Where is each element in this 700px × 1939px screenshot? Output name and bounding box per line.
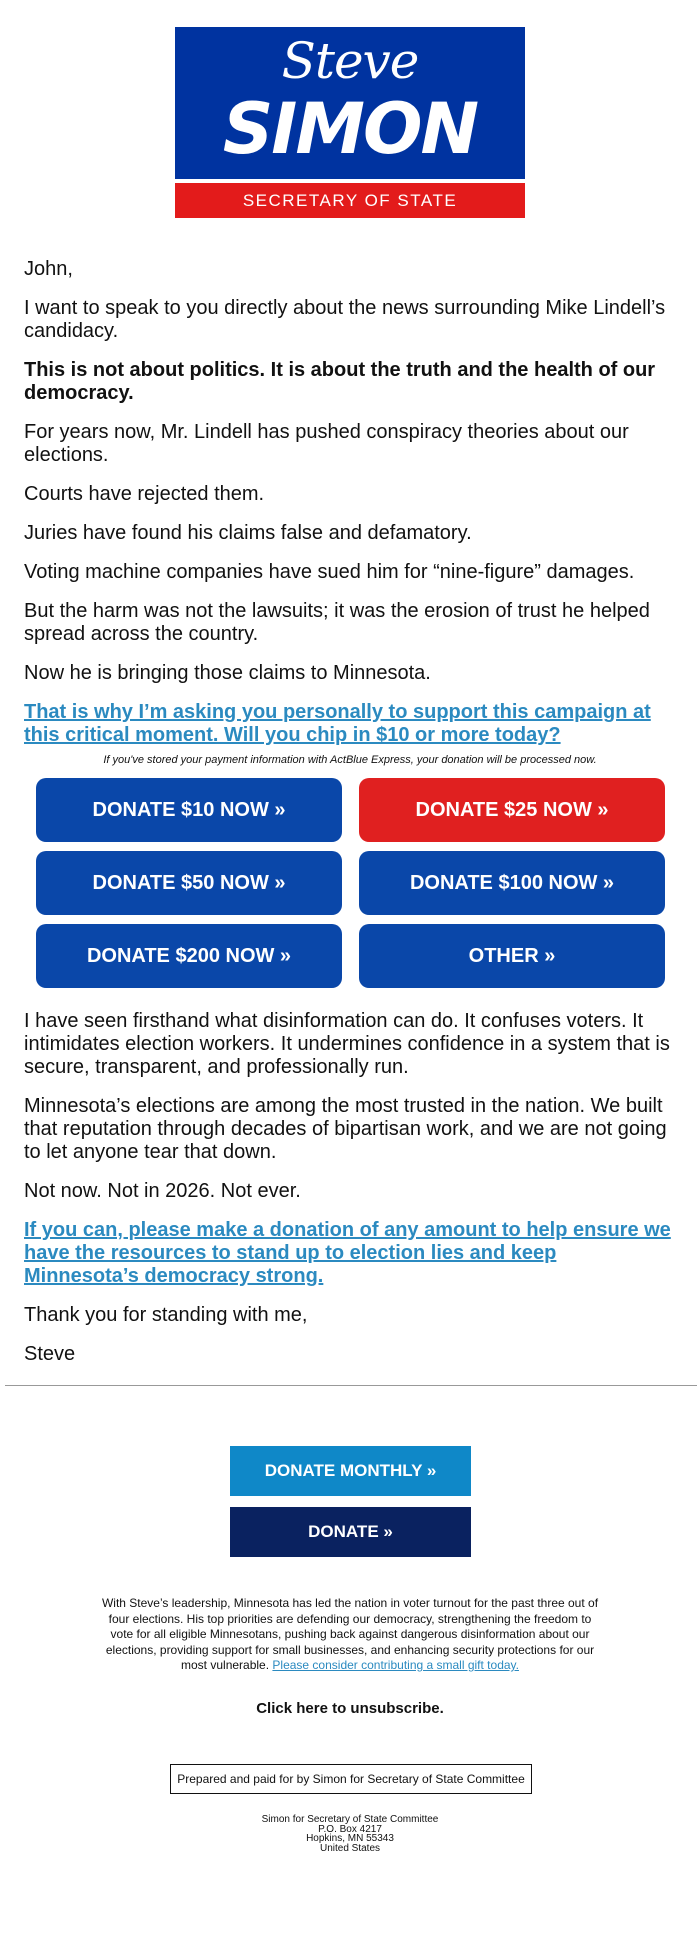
closing: Thank you for standing with me, xyxy=(24,1304,308,1326)
paragraph: Not now. Not in 2026. Not ever. xyxy=(24,1180,301,1202)
donate-other-button[interactable]: OTHER » xyxy=(359,924,665,988)
donate-100-button[interactable]: DONATE $100 NOW » xyxy=(359,851,665,915)
donate-25-button[interactable]: DONATE $25 NOW » xyxy=(359,778,665,842)
logo-last-name: SIMON xyxy=(222,88,478,170)
paid-for-disclaimer: Prepared and paid for by Simon for Secretary of State Committee xyxy=(170,1764,532,1794)
address-line: Simon for Secretary of State Committee xyxy=(261,1814,439,1825)
donate-any-amount-link[interactable]: If you can, please make a donation of any amount to help ensure we have the resources to stand up to election lies and keep Minnesota’s democracy strong. xyxy=(24,1219,671,1287)
address-line: United States xyxy=(319,1842,381,1854)
donate-50-button[interactable]: DONATE $50 NOW » xyxy=(36,851,342,915)
campaign-logo xyxy=(175,27,525,218)
logo-tagline: SECRETARY OF STATE xyxy=(175,183,525,218)
donate-10-button[interactable]: DONATE $10 NOW » xyxy=(36,778,342,842)
paragraph: Minnesota’s elections are among the most trusted in the nation. We built that reputation through decades of bipartisan work, and we are not going to let anyone tear that down. xyxy=(24,1095,667,1163)
address-line: P.O. Box 4217 xyxy=(318,1823,382,1835)
donate-200-button[interactable]: DONATE $200 NOW » xyxy=(36,924,342,988)
divider xyxy=(5,1385,697,1386)
donate-button-grid xyxy=(36,778,676,988)
actblue-express-note: If you've stored your payment information with ActBlue Express, your donation will be processed now. xyxy=(103,754,597,766)
small-gift-link[interactable]: Please consider contributing a small gift today. xyxy=(272,1658,519,1672)
paragraph: Courts have rejected them. xyxy=(24,483,265,505)
donate-button[interactable]: DONATE » xyxy=(230,1507,471,1557)
paragraph: Now he is bringing those claims to Minnesota. xyxy=(24,662,431,684)
footer-about-text: With Steve’s leadership, Minnesota has led the nation in voter turnout for the past three out of four elections. His top priorities are defending our democracy, strengthening the freedom to vote for all eligible Minnesotans, pushing back against dangerous disinformation about our elections, providing support for small businesses, and enhancing security protections for our most vulnerable. xyxy=(101,1596,599,1672)
paragraph: I have seen firsthand what disinformation can do. It confuses voters. It intimidates election workers. It undermines confidence in a system that is secure, transparent, and professionally run. xyxy=(24,1010,670,1078)
address-line: Hopkins, MN 55343 xyxy=(306,1833,394,1844)
paragraph: But the harm was not the lawsuits; it was the erosion of trust he helped spread across the country. xyxy=(24,600,650,645)
greeting: John, xyxy=(24,258,73,280)
bold-paragraph: This is not about politics. It is about the truth and the health of our democracy. xyxy=(24,359,656,404)
letter-body xyxy=(24,258,676,1382)
logo-name-panel xyxy=(175,27,525,179)
donate-ask-link[interactable]: That is why I’m asking you personally to support this campaign at this critical moment. Will you chip in $10 or more today? xyxy=(24,701,651,746)
paragraph: Juries have found his claims false and defamatory. xyxy=(24,522,472,544)
mailing-address xyxy=(0,1815,700,1853)
signature: Steve xyxy=(24,1343,76,1365)
logo-first-name: Steve xyxy=(281,32,419,90)
paragraph: I want to speak to you directly about the news surrounding Mike Lindell’s candidacy. xyxy=(24,297,666,342)
footer-about xyxy=(100,1596,600,1674)
paragraph: Voting machine companies have sued him for “nine-figure” damages. xyxy=(24,561,635,583)
unsubscribe-link[interactable]: Click here to unsubscribe. xyxy=(256,1700,444,1717)
donate-monthly-button[interactable]: DONATE MONTHLY » xyxy=(230,1446,471,1496)
paragraph: For years now, Mr. Lindell has pushed conspiracy theories about our elections. xyxy=(24,421,629,466)
